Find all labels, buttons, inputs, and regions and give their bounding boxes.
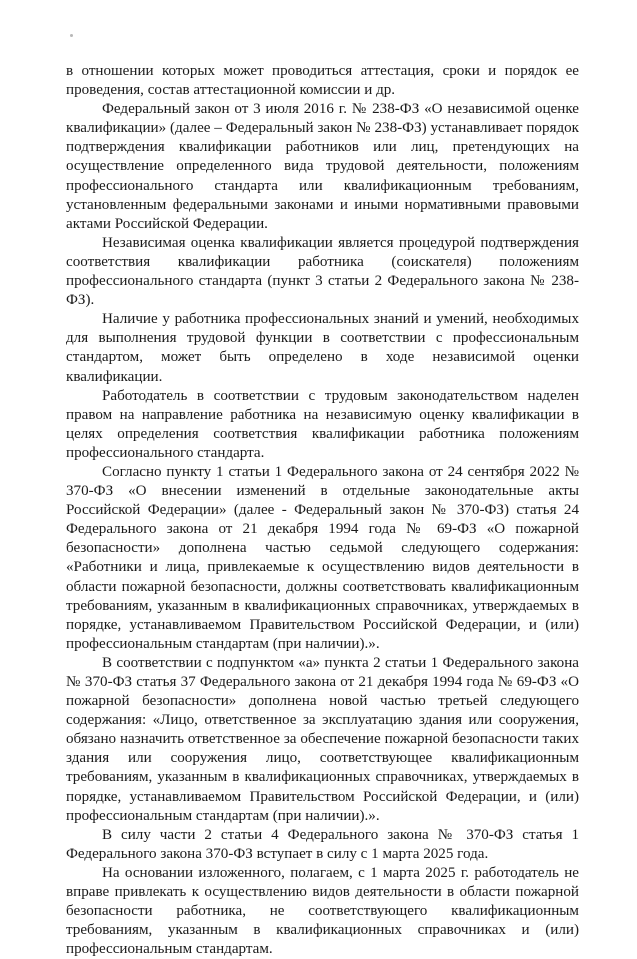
paragraph-4: Наличие у работника профессиональных знаний и умений, необходимых для выполнения трудовой функции в соответствии с профессиональным стандартом, может быть определено в ходе независимой оценки квалификации. <box>66 311 579 385</box>
paragraph-3: Независимая оценка квалификации является процедурой подтверждения соответствия квалификации работника (соискателя) положениям профессионального стандарта (пункт 3 статьи 2 Федерального закона № 238-ФЗ). <box>66 234 579 309</box>
paragraph-7: В соответствии с подпунктом «а» пункта 2 статьи 1 Федерального закона № 370-ФЗ статья 37 Федерального закона от 21 декабря 1994 года № 69-ФЗ «О пожарной безопасности» дополнена новой частью третьей следующего содержания: «Лицо, ответственное за эксплуатацию здания или сооружения, обязано назначить ответственное за обеспечение пожарной безопасности таких здания или сооружения лицо, соответствующее квалификационным требованиям, указанным в квалификационных справочниках, утверждаемых в порядке, устанавливаемом Правительством Российской Федерации, и (или) профессиональным стандартам (при наличии).». <box>66 654 579 824</box>
scan-speck <box>70 34 73 37</box>
paragraph-1: в отношении которых может проводиться аттестация, сроки и порядок ее проведения, состав аттестационной комиссии и др. <box>66 63 579 99</box>
paragraph-5: Работодатель в соответствии с трудовым законодательством наделен правом на направление работника на независимую оценку квалификации в целях определения соответствия квалификации работника положениям профессионального стандарта. <box>66 387 579 461</box>
paragraph-2: Федеральный закон от 3 июля 2016 г. № 238-ФЗ «О независимой оценке квалификации» (далее – Федеральный закон № 238-ФЗ) устанавливает порядок подтверждения квалификации работников или лиц, претендующих на осуществление определенного вида трудовой деятельности, положениям профессионального стандарта или квалификационным требованиям, установленным федеральными законами и иными нормативными правовыми актами Российской Федерации. <box>66 101 579 232</box>
paragraph-6: Согласно пункту 1 статьи 1 Федерального закона от 24 сентября 2022 № 370-ФЗ «О внесении изменений в отдельные законодательные акты Российской Федерации» (далее - Федеральный закон № 370-ФЗ) статья 24 Федерального закона от 21 декабря 1994 года № 69-ФЗ «О пожарной безопасности» дополнена частью седьмой следующего содержания: «Работники и лица, привлекаемые к осуществлению видов деятельности в области пожарной безопасности, должны соответствовать квалификационным требованиям, указанным в квалификационных справочниках, утверждаемых в порядке, устанавливаемом Правительством Российской Федерации, и (или) профессиональным стандартам (при наличии).». <box>66 463 579 652</box>
paragraph-9: На основании изложенного, полагаем, с 1 марта 2025 г. работодатель не вправе привлекать к осуществлению видов деятельности в области пожарной безопасности работника, не соответствующего квалификационным требованиям, указанным в квалификационных справочниках и (или) профессиональным стандартам. <box>66 864 579 958</box>
paragraph-8: В силу части 2 статьи 4 Федерального закона № 370-ФЗ статья 1 Федерального закона 370-ФЗ вступает в силу с 1 марта 2025 года. <box>66 826 579 862</box>
